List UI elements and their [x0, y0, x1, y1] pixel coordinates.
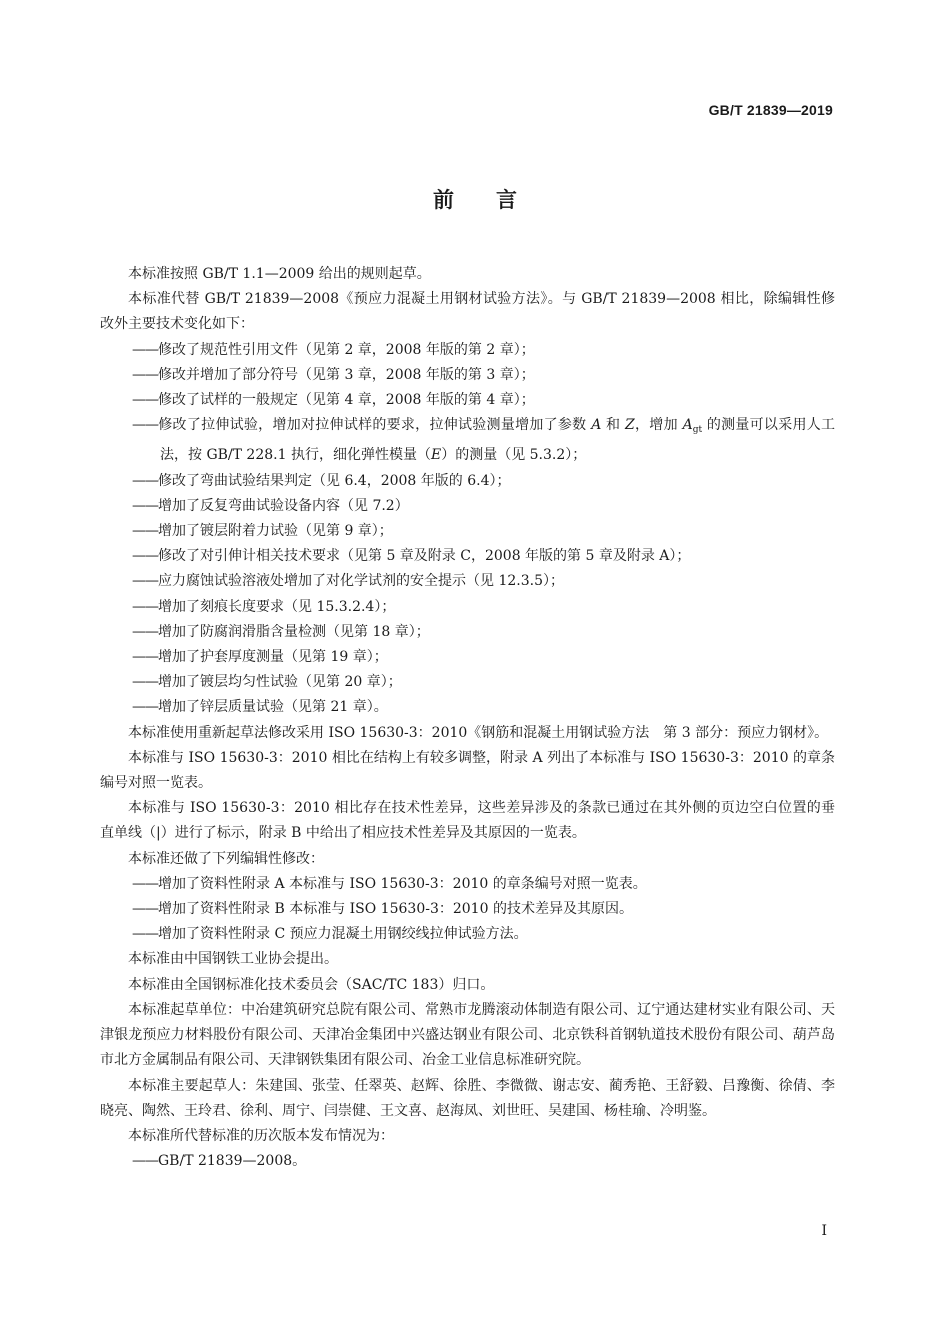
list-item: —— 增加了刻痕长度要求（见 15.3.2.4）； [100, 595, 835, 620]
list-item: —— 修改了弯曲试验结果判定（见 6.4，2008 年版的 6.4）； [100, 469, 835, 494]
paragraph-drafters: 本标准主要起草人：朱建国、张莹、任翠英、赵辉、徐胜、李微微、谢志安、蔺秀艳、王舒毅、吕豫衡、徐倩、李晓亮、陶然、王玲君、徐利、周宁、闫崇健、王文喜、赵海凤、刘世旺、吴建国、杨桂瑜、冷明鉴。 [100, 1077, 835, 1119]
list-item: —— 修改并增加了部分符号（见第 3 章，2008 年版的第 3 章）； [100, 363, 835, 388]
paragraph-technical-differences: 本标准与 ISO 15630-3：2010 相比存在技术性差异，这些差异涉及的条款已通过在其外侧的页边空白位置的垂直单线（|）进行了标示，附录 B 中给出了相应技术性差异及其原因的一览表。 [100, 800, 835, 842]
page-number: I [821, 1223, 827, 1239]
list-item-tensile-test: —— 修改了拉伸试验，增加对拉伸试样的要求，拉伸试验测量增加了参数 A 和 Z，增加 $A_{gt}$ 的测量可以采用人工法，按 GB/T 228.1 执行，细化弹性模量（E）的测量（见 5.3.2）； [100, 413, 835, 468]
list-item: —— 修改了规范性引用文件（见第 2 章，2008 年版的第 2 章）； [100, 338, 835, 363]
list-item: —— GB/T 21839—2008。 [100, 1149, 835, 1174]
page-title: 前言 [433, 188, 559, 212]
paragraph-drafting-rules: 本标准按照 GB/T 1.1—2009 给出的规则起草。 [128, 266, 431, 282]
list-item: —— 增加了反复弯曲试验设备内容（见 7.2） [100, 494, 835, 519]
paragraph-structure: 本标准与 ISO 15630-3：2010 相比在结构上有较多调整，附录 A 列出了本标准与 ISO 15630-3：2010 的章条编号对照一览表。 [100, 749, 835, 792]
list-item: —— 增加了资料性附录 C 预应力混凝土用钢绞线拉伸试验方法。 [100, 922, 835, 947]
list-item: —— 增加了防腐润滑脂含量检测（见第 18 章）； [100, 620, 835, 645]
list-item: —— 增加了锌层质量试验（见第 21 章）。 [100, 695, 835, 720]
paragraph-history-intro: 本标准所代替标准的历次版本发布情况为： [128, 1127, 394, 1144]
paragraph-replaces: 本标准代替 GB/T 21839—2008《预应力混凝土用钢材试验方法》。与 GB/T 21839—2008 相比，除编辑性修改外主要技术变化如下： [100, 291, 835, 333]
standard-code: GB/T 21839—2019 [708, 102, 833, 118]
list-item: —— 应力腐蚀试验溶液处增加了对化学试剂的安全提示（见 12.3.5）； [100, 569, 835, 594]
list-item: —— 增加了镀层附着力试验（见第 9 章）； [100, 519, 835, 544]
list-item: —— 增加了资料性附录 A 本标准与 ISO 15630-3：2010 的章条编号对照一览表。 [100, 872, 835, 897]
paragraph-editorial-intro: 本标准还做了下列编辑性修改： [128, 850, 324, 867]
paragraph-proposer: 本标准由中国钢铁工业协会提出。 [128, 951, 338, 968]
paragraph-administrator: 本标准由全国钢标准化技术委员会（SAC/TC 183）归口。 [128, 976, 495, 993]
list-item: —— 增加了资料性附录 B 本标准与 ISO 15630-3：2010 的技术差异及其原因。 [100, 897, 835, 922]
list-item: —— 增加了护套厚度测量（见第 19 章）； [100, 645, 835, 670]
foreword-body [100, 262, 835, 1174]
list-item: —— 增加了镀层均匀性试验（见第 20 章）； [100, 670, 835, 695]
list-item: —— 修改了试样的一般规定（见第 4 章，2008 年版的第 4 章）； [100, 388, 835, 413]
paragraph-drafting-units: 本标准起草单位：中冶建筑研究总院有限公司、常熟市龙腾滚动体制造有限公司、辽宁通达建材实业有限公司、天津银龙预应力材料股份有限公司、天津冶金集团中兴盛达钢业有限公司、北京铁科首钢轨道技术股份有限公司、葫芦岛市北方金属制品有限公司、天津钢铁集团有限公司、冶金工业信息标准研究院。 [100, 1001, 835, 1069]
list-item: —— 修改了对引伸计相关技术要求（见第 5 章及附录 C，2008 年版的第 5 章及附录 A）； [100, 544, 835, 569]
paragraph-adoption: 本标准使用重新起草法修改采用 ISO 15630-3：2010《钢筋和混凝土用钢试验方法 第 3 部分：预应力钢材》。 [128, 724, 829, 741]
